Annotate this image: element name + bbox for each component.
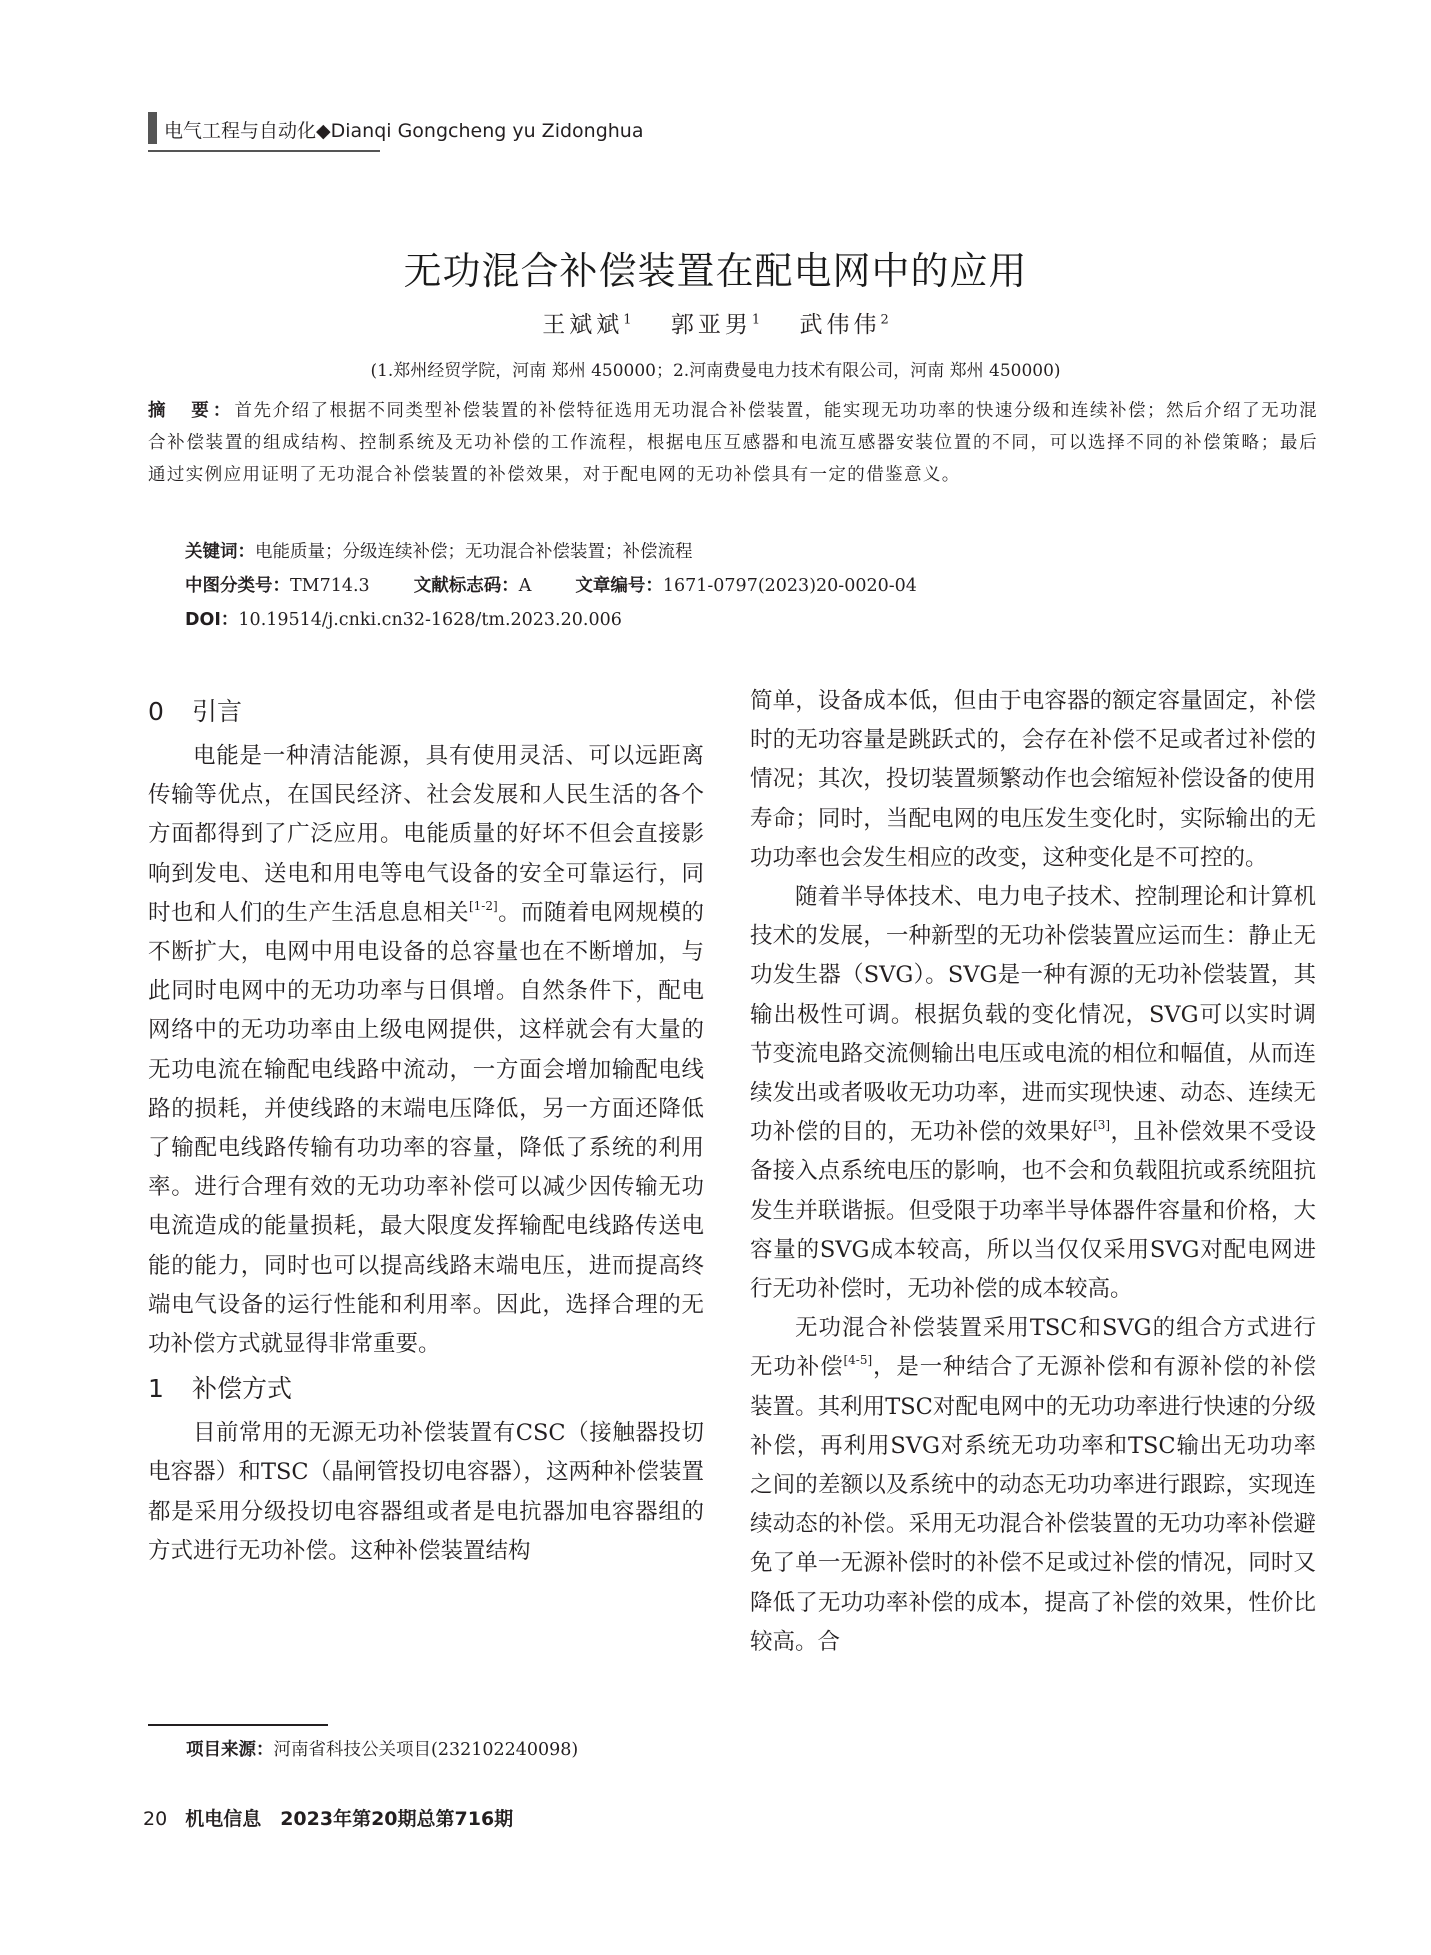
abstract-text: 首先介绍了根据不同类型补偿装置的补偿特征选用无功混合补偿装置，能实现无功功率的快速分级和连续补偿；然后介绍了无功混合补偿装置的组成结构、控制系统及无功补偿的工作流程，根据电压互感器和电流互感器安装位置的不同，可以选择不同的补偿策略；最后通过实例应用证明了无功混合补偿装置的补偿效果，对于配电网的无功补偿具有一定的借鉴意义。 xyxy=(148,401,1319,485)
footnote-rule xyxy=(148,1724,328,1726)
classification-line xyxy=(185,572,917,597)
running-header xyxy=(148,110,644,150)
clc-label: 中图分类号： xyxy=(185,576,290,596)
doc-code: A xyxy=(518,576,532,596)
affiliation: (1.郑州经贸学院，河南 郑州 450000；2.河南费曼电力技术有限公司，河南 郑州 450000) xyxy=(370,361,1061,381)
abstract xyxy=(148,395,1318,491)
citation: [3] xyxy=(1093,1118,1111,1133)
journal-running-title: 电气工程与自动化◆Dianqi Gongcheng yu Zidonghua xyxy=(164,120,644,142)
citation: [4-5] xyxy=(843,1353,873,1368)
paper-title: 无功混合补偿装置在配电网中的应用 xyxy=(403,249,1028,293)
page-number: 20 xyxy=(143,1808,168,1830)
abstract-label: 摘 要： xyxy=(148,401,235,421)
doi-text: 10.19514/j.cnki.cn32-1628/tm.2023.20.006 xyxy=(238,610,622,630)
header-rule xyxy=(148,150,380,152)
author: 武伟伟$^2$ xyxy=(799,312,889,338)
page-footer xyxy=(143,1804,513,1831)
clc-number: TM714.3 xyxy=(290,576,370,596)
author: 王斌斌$^1$ xyxy=(542,312,632,338)
paragraph: 随着半导体技术、电力电子技术、控制理论和计算机技术的发展，一种新型的无功补偿装置应运而生：静止无功发生器（SVG）。SVG是一种有源的无功补偿装置，其输出极性可调。根据负载的变化情况，SVG可以实时调节变流电路交流侧输出电压或电流的相位和幅值，从而连续发出或者吸收无功功率，进而实现快速、动态、连续无功补偿的目的，无功补偿的效果好[3]，且补偿效果不受设备接入点系统电压的影响，也不会和负载阻抗或系统阻抗发生并联谐振。但受限于功率半导体器件容量和价格，大容量的SVG成本较高，所以当仅仅采用SVG对配电网进行无功补偿时，无功补偿的成本较高。 xyxy=(750,884,1316,1303)
article-id-label: 文章编号： xyxy=(575,576,663,596)
header-bar xyxy=(148,112,157,144)
article-id: 1671-0797(2023)20-0020-04 xyxy=(662,576,917,596)
left-column xyxy=(148,687,704,1571)
keywords-label: 关键词： xyxy=(185,542,255,562)
author-list xyxy=(0,306,1431,339)
right-column xyxy=(750,682,1316,1662)
footnote-text: 河南省科技公关项目(232102240098) xyxy=(273,1740,579,1760)
author: 郭亚男$^1$ xyxy=(670,312,761,338)
paragraph: 无功混合补偿装置采用TSC和SVG的组合方式进行无功补偿[4-5]，是一种结合了无源补偿和有源补偿的补偿装置。其利用TSC对配电网中的无功功率进行快速的分级补偿，再利用SVG对系统无功功率和TSC输出无功功率之间的差额以及系统中的动态无功功率进行跟踪，实现连续动态的补偿。采用无功混合补偿装置的无功功率补偿避免了单一无源补偿时的补偿不足或过补偿的情况，同时又降低了无功功率补偿的成本，提高了补偿的效果，性价比较高。合 xyxy=(750,1315,1316,1655)
keywords xyxy=(185,538,693,563)
doi-label: DOI： xyxy=(185,610,239,630)
footnote-label: 项目来源： xyxy=(186,1740,274,1760)
footnote xyxy=(186,1736,578,1761)
keywords-text: 电能质量；分级连续补偿；无功混合补偿装置；补偿流程 xyxy=(255,542,693,562)
paragraph-continued: 简单，设备成本低，但由于电容器的额定容量固定，补偿时的无功容量是跳跃式的，会存在补偿不足或者过补偿的情况；其次，投切装置频繁动作也会缩短补偿设备的使用寿命；同时，当配电网的电压发生变化时，实际输出的无功功率也会发生相应的改变，这种变化是不可控的。 xyxy=(750,688,1316,871)
paragraph: 目前常用的无源无功补偿装置有CSC（接触器投切电容器）和TSC（晶闸管投切电容器），这两种补偿装置都是采用分级投切电容器组或者是电抗器加电容器组的方式进行无功补偿。这种补偿装置结构 xyxy=(148,1420,704,1564)
section-heading-compensation: 1 补偿方式 xyxy=(148,1374,293,1404)
citation: [1-2] xyxy=(468,898,498,913)
doi-line xyxy=(185,606,622,631)
section-heading-introduction: 0 引言 xyxy=(148,697,243,726)
doc-code-label: 文献标志码： xyxy=(413,576,519,596)
journal-issue: 机电信息 2023年第20期总第716期 xyxy=(185,1808,514,1830)
paragraph: 电能是一种清洁能源，具有使用灵活、可以远距离传输等优点，在国民经济、社会发展和人民生活的各个方面都得到了广泛应用。电能质量的好坏不但会直接影响到发电、送电和用电等电气设备的安全可靠运行，同时也和人们的生产生活息息相关[1-2]。而随着电网规模的不断扩大，电网中用电设备的总容量也在不断增加，与此同时电网中的无功功率与日俱增。自然条件下，配电网络中的无功功率由上级电网提供，这样就会有大量的无功电流在输配电线路中流动，一方面会增加输配电线路的损耗，并使线路的末端电压降低，另一方面还降低了输配电线路传输有功功率的容量，降低了系统的利用率。进行合理有效的无功功率补偿可以减少因传输无功电流造成的能量损耗，最大限度发挥输配电线路传送电能的能力，同时也可以提高线路末端电压，进而提高终端电气设备的运行性能和利用率。因此，选择合理的无功补偿方式就显得非常重要。 xyxy=(148,743,704,1358)
